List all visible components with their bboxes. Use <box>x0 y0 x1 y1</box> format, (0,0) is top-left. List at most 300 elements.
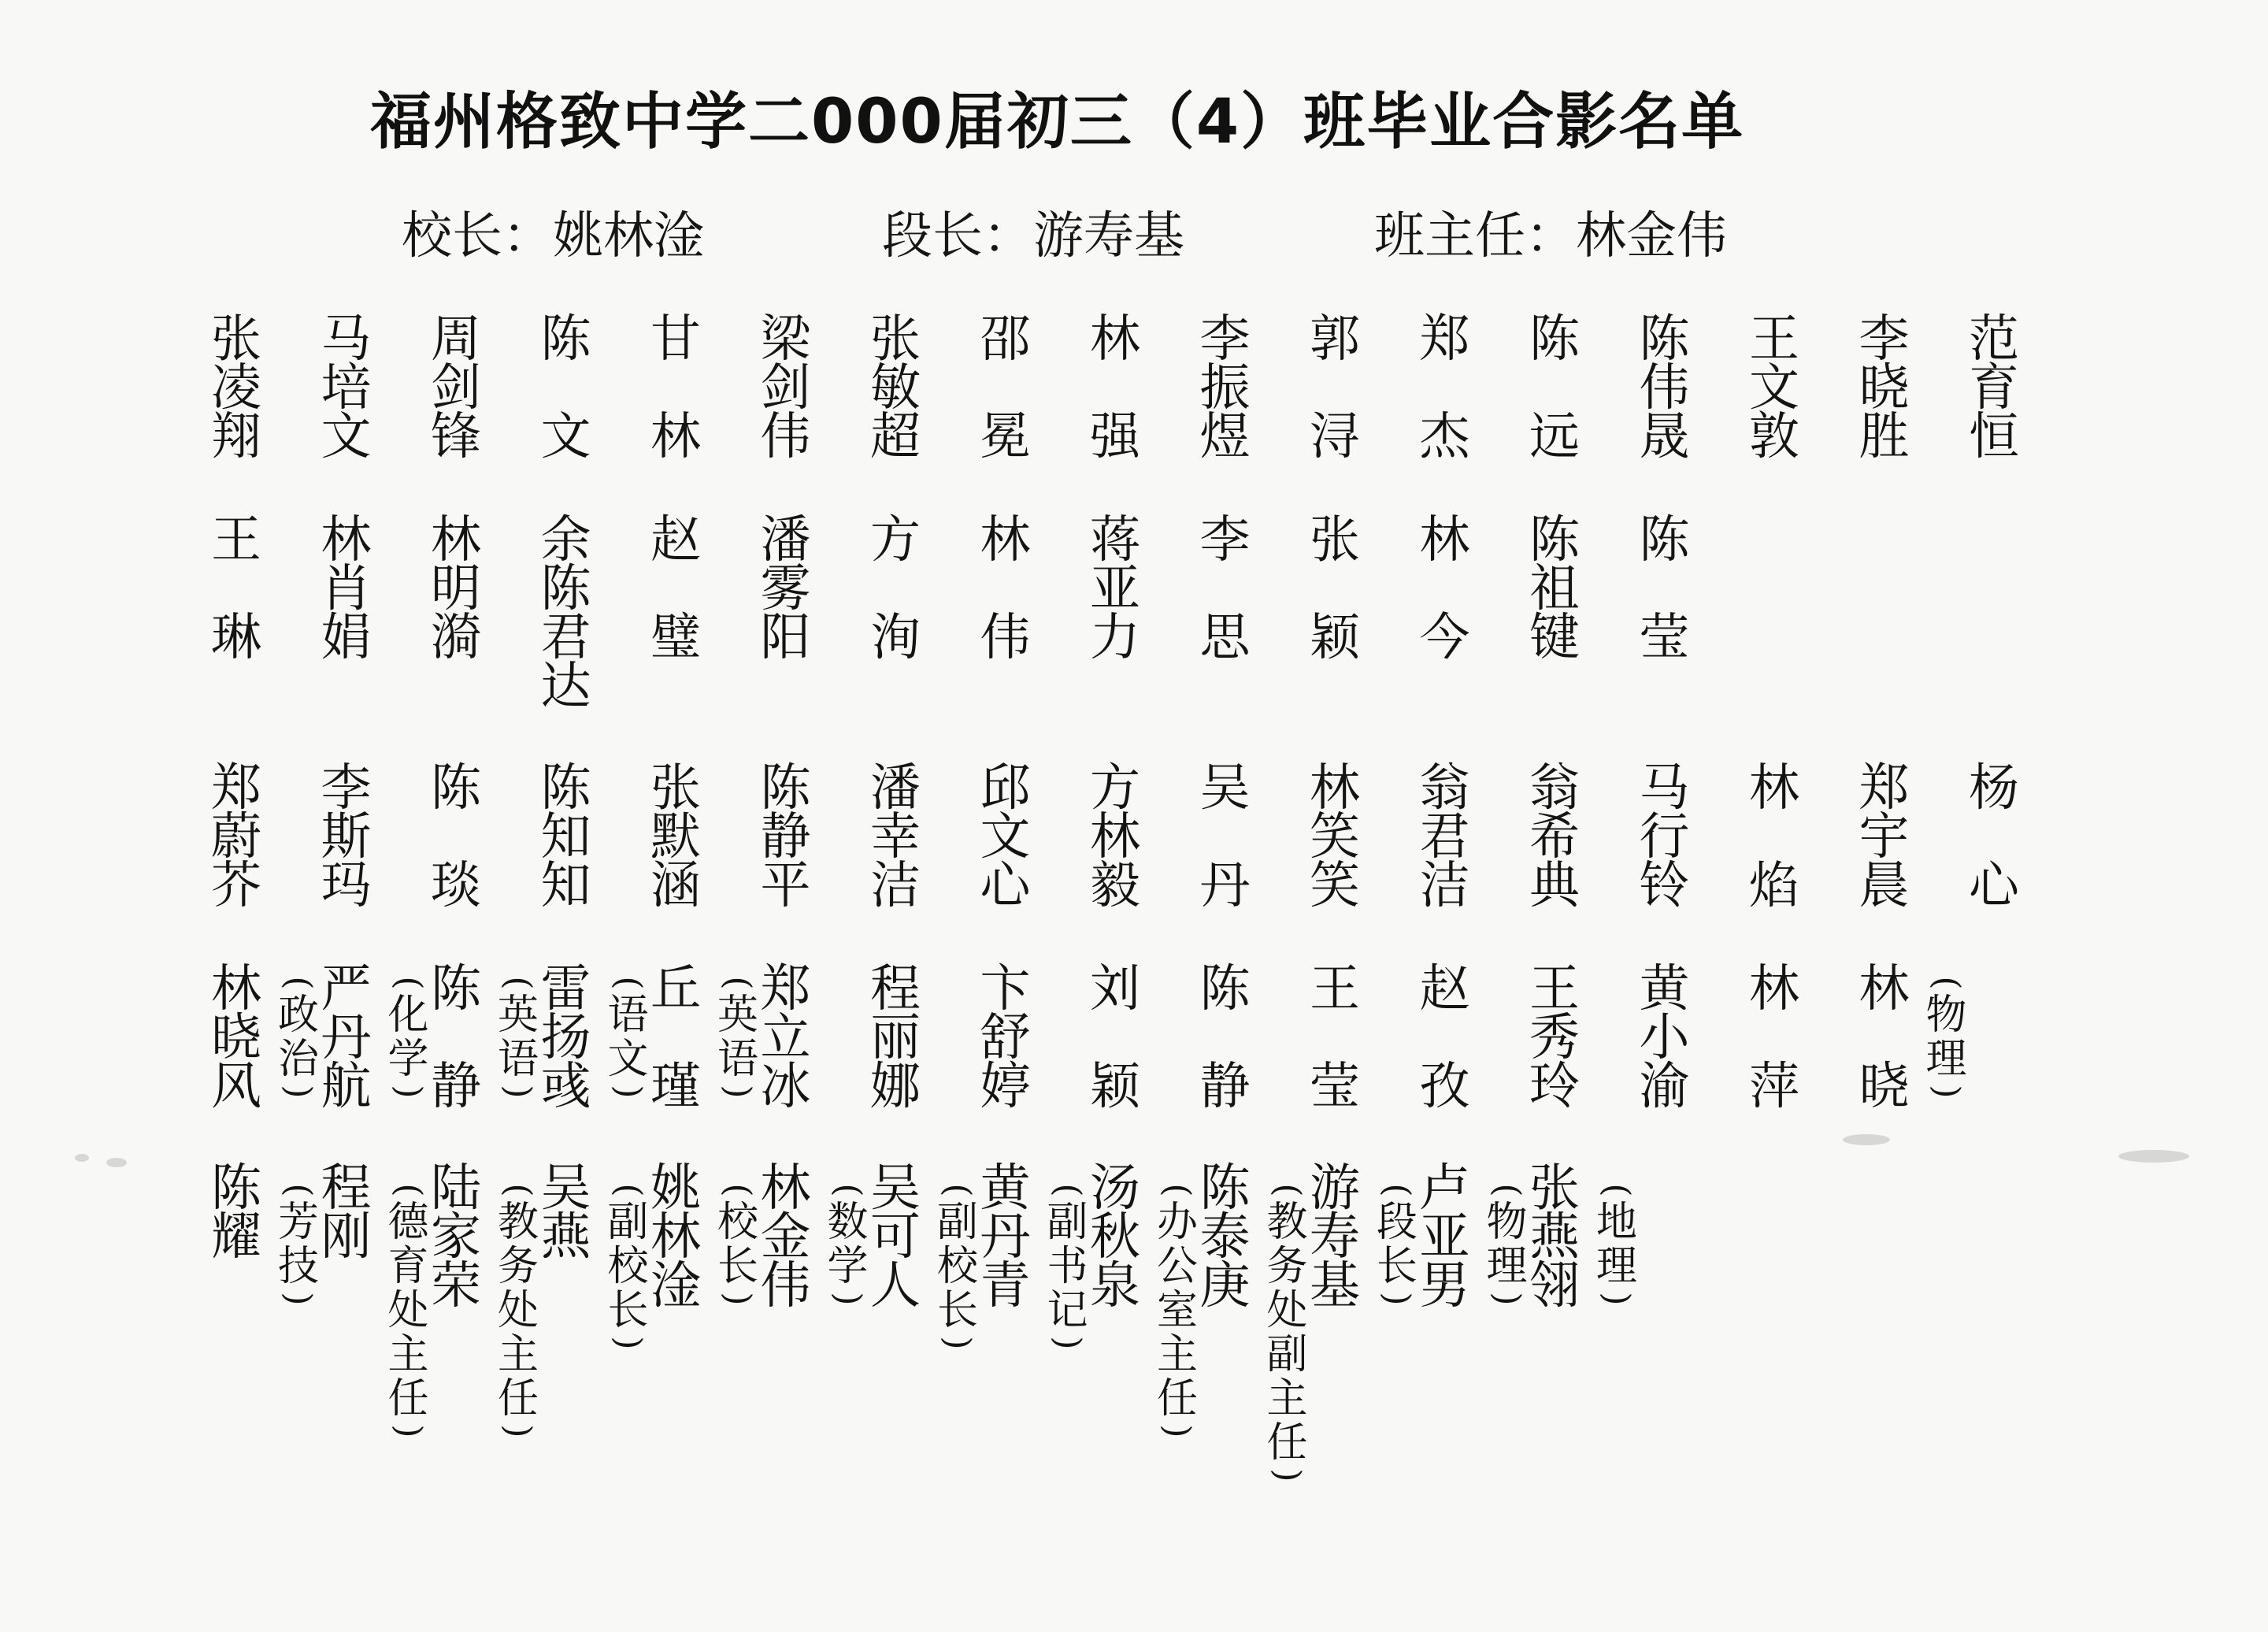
name-char: 达 <box>540 658 591 716</box>
name-char: 丽 <box>870 1009 921 1067</box>
note-char: 主 <box>1266 1375 1308 1422</box>
name-char: 莹 <box>1310 1058 1360 1116</box>
paren-close: ) <box>278 1292 319 1306</box>
note-char: 政 <box>277 992 319 1039</box>
note-char: 治 <box>277 1036 319 1083</box>
name-char: 晓 <box>211 1009 261 1067</box>
name-char: 泉 <box>1090 1257 1140 1315</box>
name-char: 陈 <box>1529 310 1580 369</box>
name-char: 君 <box>540 609 591 667</box>
student-name <box>974 310 1037 466</box>
paren-open: ( <box>1047 1183 1088 1197</box>
paren-close: ) <box>828 1292 869 1306</box>
student-name <box>315 1159 378 1267</box>
name-char: 陈 <box>1199 1159 1251 1218</box>
name-char: 振 <box>1199 359 1251 417</box>
name-char: 可 <box>870 1208 921 1267</box>
note-char: 主 <box>497 1331 539 1378</box>
name-char: 娜 <box>870 1058 921 1116</box>
note-char: 副 <box>607 1199 649 1246</box>
paren-open: ( <box>1267 1183 1308 1197</box>
name-char: 力 <box>1090 609 1140 667</box>
student-name <box>1194 759 1257 915</box>
paren-open: ( <box>278 1183 319 1197</box>
name-char: 文 <box>1749 359 1799 417</box>
note-char: 长 <box>1376 1243 1418 1290</box>
student-name <box>1743 310 1806 466</box>
name-char: 姚 <box>650 1159 701 1218</box>
name-char: 心 <box>980 857 1031 915</box>
note-char: 地 <box>1595 1199 1637 1246</box>
student-name <box>424 1159 487 1315</box>
name-char: 马 <box>321 310 372 369</box>
note-char: 校 <box>936 1243 978 1290</box>
note-char: 务 <box>1266 1243 1308 1290</box>
student-name <box>1194 511 1257 667</box>
note-char: 语 <box>607 992 649 1039</box>
student-name <box>1194 1159 1257 1315</box>
note-char: 文 <box>607 1036 649 1083</box>
name-char: 吴 <box>1199 759 1251 818</box>
name-char: 君 <box>1419 808 1470 866</box>
name-char: 伟 <box>1639 359 1690 417</box>
name-char: 铃 <box>1639 857 1690 915</box>
name-char: 卞 <box>980 960 1031 1018</box>
name-char: 吴 <box>870 1159 921 1218</box>
note-char: 校 <box>607 1243 649 1290</box>
name-char: 知 <box>540 857 591 915</box>
student-name <box>205 960 268 1116</box>
name-char: 程 <box>870 960 921 1018</box>
student-name <box>1084 511 1147 667</box>
name-char: 敦 <box>1749 408 1799 466</box>
student-name <box>864 960 927 1116</box>
paren-open: ( <box>608 976 649 990</box>
name-char: 林 <box>211 960 261 1018</box>
name-char: 彧 <box>540 1058 591 1116</box>
student-name <box>974 960 1037 1116</box>
name-char: 王 <box>211 511 261 569</box>
name-char: 心 <box>1969 857 2019 915</box>
name-char: 庚 <box>1199 1257 1251 1315</box>
name-char: 吴 <box>540 1159 591 1218</box>
name-char: 渝 <box>1639 1058 1690 1116</box>
paren-close: ) <box>1596 1292 1637 1306</box>
student-name <box>754 511 817 667</box>
paren-close: ) <box>1267 1468 1308 1482</box>
student-name <box>1523 310 1586 466</box>
name-char: 张 <box>650 759 701 818</box>
student-name <box>1523 759 1586 915</box>
role-note <box>1594 1180 1640 1309</box>
paren-close: ) <box>608 1336 649 1350</box>
student-name <box>754 310 817 466</box>
student-name <box>864 1159 927 1315</box>
name-char: 默 <box>650 808 701 866</box>
name-char: 翎 <box>1529 1257 1580 1315</box>
student-name <box>864 310 927 466</box>
student-name <box>864 511 927 667</box>
note-char: 物 <box>1486 1199 1528 1246</box>
student-name <box>1743 759 1806 915</box>
name-char: 航 <box>321 1058 372 1116</box>
note-char: 化 <box>387 992 429 1039</box>
name-char: 笑 <box>1310 808 1360 866</box>
note-char: 技 <box>277 1243 319 1290</box>
student-name <box>1414 310 1477 466</box>
name-char: 林 <box>1858 960 1910 1018</box>
name-char: 亚 <box>1090 560 1140 618</box>
student-name <box>644 759 707 915</box>
principal-line <box>402 195 704 268</box>
student-name <box>205 1159 268 1267</box>
paren-open: ( <box>1487 1183 1528 1197</box>
paren-close: ) <box>1047 1336 1088 1350</box>
name-char: 亚 <box>1419 1208 1470 1267</box>
note-char: 任 <box>387 1375 429 1422</box>
note-char: 语 <box>497 1036 539 1083</box>
name-char: 煜 <box>1199 408 1251 466</box>
name-char: 静 <box>1199 1058 1251 1116</box>
name-char: 范 <box>1969 310 2019 369</box>
student-name <box>535 1159 598 1267</box>
student-name <box>424 759 487 915</box>
name-char: 郑 <box>760 960 811 1018</box>
name-char: 寿 <box>1310 1208 1360 1267</box>
student-name <box>1303 511 1366 667</box>
student-name <box>1414 960 1477 1116</box>
name-char: 雾 <box>760 560 811 618</box>
paren-close: ) <box>1377 1292 1418 1306</box>
note-char: 处 <box>497 1287 539 1334</box>
name-char: 晟 <box>1639 408 1690 466</box>
principal-label: 校长： <box>402 207 553 265</box>
name-char: 蒋 <box>1090 511 1140 569</box>
name-char: 林 <box>650 1208 701 1267</box>
name-char: 方 <box>1090 759 1140 818</box>
name-char: 林 <box>980 511 1031 569</box>
student-name <box>644 960 707 1116</box>
paren-open: ( <box>1596 1183 1637 1197</box>
name-char: 林 <box>1749 960 1799 1018</box>
name-char: 林 <box>1419 511 1470 569</box>
note-char: 育 <box>387 1243 429 1290</box>
name-char: 蔚 <box>211 808 261 866</box>
note-char: 理 <box>1486 1243 1528 1290</box>
note-char: 教 <box>1266 1199 1308 1246</box>
name-char: 雷 <box>540 960 591 1018</box>
name-char: 林 <box>760 1159 811 1218</box>
name-char: 剑 <box>431 359 481 417</box>
paren-open: ( <box>937 1183 978 1197</box>
name-char: 舒 <box>980 1009 1031 1067</box>
name-char: 李 <box>1199 310 1251 369</box>
student-name <box>644 511 707 667</box>
name-char: 邵 <box>980 310 1031 369</box>
name-char: 莹 <box>1639 609 1690 667</box>
name-char: 荣 <box>431 1257 481 1315</box>
name-char: 赵 <box>1419 960 1470 1018</box>
name-char: 陆 <box>431 1159 481 1218</box>
name-char: 甘 <box>650 310 701 369</box>
student-name <box>1414 759 1477 915</box>
name-char: 陈 <box>540 560 591 618</box>
note-char: 处 <box>387 1287 429 1334</box>
student-name <box>1633 310 1696 466</box>
name-char: 泰 <box>1199 1208 1251 1267</box>
paren-open: ( <box>498 1183 539 1197</box>
name-char: 静 <box>431 1058 481 1116</box>
note-char: 教 <box>497 1199 539 1246</box>
paren-open: ( <box>717 976 758 990</box>
note-char: 任 <box>497 1375 539 1422</box>
name-char: 超 <box>870 408 921 466</box>
name-char: 邱 <box>980 759 1031 818</box>
name-char: 郑 <box>211 759 261 818</box>
name-char: 丹 <box>1199 857 1251 915</box>
paren-open: ( <box>828 1183 869 1197</box>
note-char: 务 <box>497 1243 539 1290</box>
name-char: 汤 <box>1090 1159 1140 1218</box>
student-name <box>1303 960 1366 1116</box>
name-char: 洁 <box>1419 857 1470 915</box>
name-char: 陈 <box>1639 310 1690 369</box>
student-name <box>1194 960 1257 1116</box>
name-char: 林 <box>1749 759 1799 818</box>
name-char: 祖 <box>1529 560 1580 618</box>
student-name <box>1303 310 1366 466</box>
name-char: 行 <box>1639 808 1690 866</box>
student-name <box>1853 960 1916 1116</box>
name-char: 金 <box>760 1208 811 1267</box>
grade-head-line <box>882 195 1184 268</box>
student-name <box>1084 759 1147 915</box>
name-char: 陈 <box>1639 511 1690 569</box>
name-char: 陈 <box>760 759 811 818</box>
name-char: 琰 <box>431 857 481 915</box>
student-name <box>1633 759 1696 915</box>
role-note <box>1924 973 1970 1102</box>
student-name <box>754 1159 817 1315</box>
paren-close: ) <box>498 1424 539 1438</box>
student-name <box>974 1159 1037 1315</box>
name-char: 漪 <box>431 609 481 667</box>
name-char: 琳 <box>211 609 261 667</box>
name-char: 文 <box>980 808 1031 866</box>
name-char: 游 <box>1310 1159 1360 1218</box>
note-char: 德 <box>387 1199 429 1246</box>
student-name <box>1962 310 2025 466</box>
name-char: 婷 <box>980 1058 1031 1116</box>
paren-close: ) <box>937 1336 978 1350</box>
name-char: 秀 <box>1529 1009 1580 1067</box>
student-name <box>205 310 268 466</box>
name-char: 键 <box>1529 609 1580 667</box>
name-char: 郭 <box>1310 310 1360 369</box>
name-char: 小 <box>1639 1009 1690 1067</box>
name-char: 林 <box>321 511 372 569</box>
note-char: 主 <box>1156 1331 1198 1378</box>
student-name <box>315 511 378 667</box>
paren-close: ) <box>388 1424 429 1438</box>
name-char: 扬 <box>540 1009 591 1067</box>
name-char: 晓 <box>1858 1058 1910 1116</box>
name-char: 燕 <box>540 1208 591 1267</box>
student-name <box>1853 759 1916 915</box>
name-char: 林 <box>431 511 481 569</box>
paren-open: ( <box>717 1183 758 1197</box>
note-char: 副 <box>936 1199 978 1246</box>
paren-close: ) <box>278 1085 319 1099</box>
name-char: 伟 <box>760 408 811 466</box>
name-char: 胜 <box>1858 408 1910 466</box>
name-char: 淦 <box>650 1257 701 1315</box>
name-char: 余 <box>540 511 591 569</box>
paren-close: ) <box>498 1085 539 1099</box>
name-char: 思 <box>1199 609 1251 667</box>
name-char: 玲 <box>1529 1058 1580 1116</box>
name-char: 张 <box>870 310 921 369</box>
name-char: 幸 <box>870 808 921 866</box>
name-char: 林 <box>1090 310 1140 369</box>
name-char: 浔 <box>1310 408 1360 466</box>
name-char: 恒 <box>1969 408 2019 466</box>
name-char: 程 <box>321 1159 372 1218</box>
name-char: 阳 <box>760 609 811 667</box>
student-name <box>535 511 598 716</box>
homeroom-name: 林金伟 <box>1576 207 1727 265</box>
paren-open: ( <box>388 1183 429 1197</box>
note-char: 副 <box>1047 1199 1088 1246</box>
note-char: 英 <box>497 992 539 1039</box>
name-char: 希 <box>1529 808 1580 866</box>
grade-head-label: 段长： <box>882 207 1033 265</box>
name-char: 洁 <box>870 857 921 915</box>
student-name <box>1523 511 1586 667</box>
name-char: 丹 <box>980 1208 1031 1267</box>
name-char: 陈 <box>211 1159 261 1218</box>
name-char: 翔 <box>211 408 261 466</box>
name-char: 冰 <box>760 1058 811 1116</box>
name-char: 方 <box>870 511 921 569</box>
student-name <box>424 960 487 1116</box>
name-char: 卢 <box>1419 1159 1470 1218</box>
name-char: 王 <box>1310 960 1360 1018</box>
student-name <box>1523 960 1586 1116</box>
name-char: 郑 <box>1419 310 1470 369</box>
name-char: 今 <box>1419 609 1470 667</box>
name-char: 文 <box>540 408 591 466</box>
student-name <box>424 310 487 466</box>
paren-open: ( <box>498 976 539 990</box>
note-char: 英 <box>717 992 758 1039</box>
student-name <box>1633 960 1696 1116</box>
note-char: 学 <box>387 1036 429 1083</box>
name-char: 林 <box>650 408 701 466</box>
name-char: 潘 <box>760 511 811 569</box>
student-name <box>1303 759 1366 915</box>
name-char: 李 <box>1199 511 1251 569</box>
name-char: 毅 <box>1090 857 1140 915</box>
student-name <box>1633 511 1696 667</box>
name-char: 娟 <box>321 609 372 667</box>
paren-close: ) <box>717 1292 758 1306</box>
note-char: 长 <box>936 1287 978 1334</box>
student-name <box>1743 960 1806 1116</box>
name-char: 燕 <box>1529 1208 1580 1267</box>
name-char: 玛 <box>321 857 372 915</box>
student-name <box>974 759 1037 915</box>
student-name <box>205 759 268 915</box>
homeroom-line <box>1374 195 1727 268</box>
name-char: 平 <box>760 857 811 915</box>
name-char: 萍 <box>1749 1058 1799 1116</box>
note-char: 办 <box>1156 1199 1198 1246</box>
scan-speck <box>2118 1150 2189 1163</box>
student-name <box>424 511 487 667</box>
name-char: 周 <box>431 310 481 369</box>
name-char: 基 <box>1310 1257 1360 1315</box>
document-title: 福州格致中学二000届初三（4）班毕业合影名单 <box>370 87 1745 158</box>
student-name <box>754 960 817 1116</box>
name-char: 涵 <box>650 857 701 915</box>
name-char: 明 <box>431 560 481 618</box>
name-char: 黄 <box>980 1159 1031 1218</box>
name-char: 晓 <box>1858 359 1910 417</box>
name-char: 张 <box>1529 1159 1580 1218</box>
name-char: 焰 <box>1749 857 1799 915</box>
homeroom-label: 班主任： <box>1374 207 1576 265</box>
name-char: 陈 <box>540 759 591 818</box>
name-char: 璧 <box>650 609 701 667</box>
note-char: 数 <box>827 1199 869 1246</box>
name-char: 陈 <box>1199 960 1251 1018</box>
student-name <box>1962 759 2025 915</box>
name-char: 锋 <box>431 408 481 466</box>
name-char: 孜 <box>1419 1058 1470 1116</box>
name-char: 李 <box>321 759 372 818</box>
paren-close: ) <box>717 1085 758 1099</box>
student-name <box>974 511 1037 667</box>
name-char: 家 <box>431 1208 481 1267</box>
student-name <box>1853 310 1916 466</box>
name-char: 男 <box>1419 1257 1470 1315</box>
name-char: 王 <box>1529 960 1580 1018</box>
name-char: 立 <box>760 1009 811 1067</box>
name-char: 凌 <box>211 359 261 417</box>
note-char: 段 <box>1376 1199 1418 1246</box>
name-char: 李 <box>1858 310 1910 369</box>
name-char: 陈 <box>540 310 591 369</box>
note-char: 书 <box>1047 1243 1088 1290</box>
paren-open: ( <box>278 976 319 990</box>
name-char: 敏 <box>870 359 921 417</box>
name-char: 杰 <box>1419 408 1470 466</box>
note-char: 学 <box>827 1243 869 1290</box>
name-char: 翁 <box>1419 759 1470 818</box>
name-char: 典 <box>1529 857 1580 915</box>
name-char: 知 <box>540 808 591 866</box>
note-char: 任 <box>1156 1375 1198 1422</box>
name-char: 陈 <box>431 759 481 818</box>
name-char: 刘 <box>1090 960 1140 1018</box>
student-name <box>1303 1159 1366 1315</box>
name-char: 丘 <box>650 960 701 1018</box>
paren-open: ( <box>608 1183 649 1197</box>
note-char: 物 <box>1925 992 1967 1039</box>
name-char: 文 <box>321 408 372 466</box>
name-char: 马 <box>1639 759 1690 818</box>
